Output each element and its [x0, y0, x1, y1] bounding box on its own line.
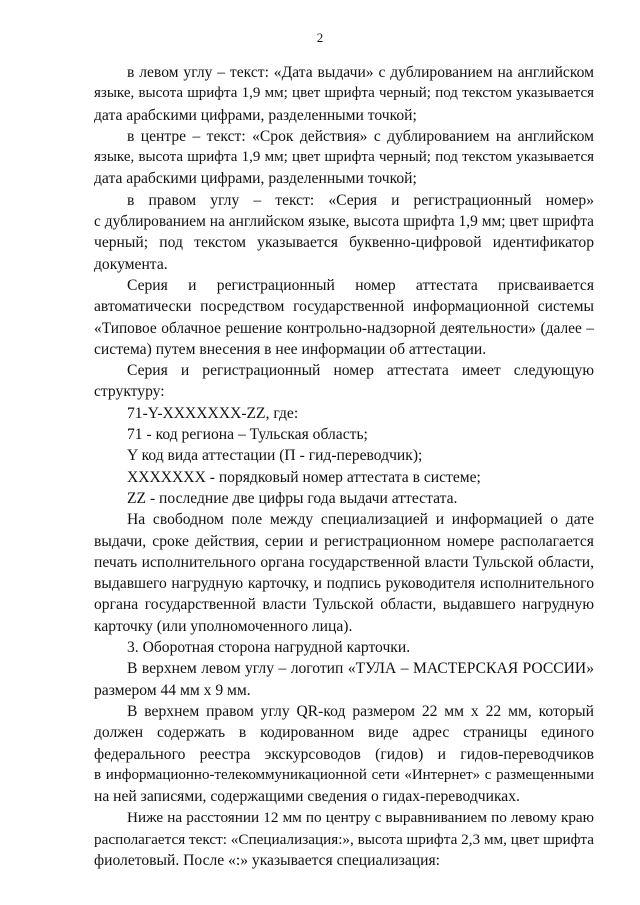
- text-line: черный; под текстом указывается буквенно-цифровой идентификатор: [94, 234, 594, 252]
- text-line: 71 - код региона – Тульская область;: [127, 426, 368, 444]
- text-line: выдачи, сроке действия, серии и регистрационном номере располагается: [94, 532, 594, 550]
- text-line: Серия и регистрационный номер аттестата присваивается: [127, 276, 594, 294]
- text-line: в информационно-телекоммуникационной сети «Интернет» с размещенными: [94, 766, 594, 783]
- text-line: документа.: [94, 255, 168, 273]
- text-line: На свободном поле между специализацией и информацией о дате: [127, 511, 594, 529]
- text-line: должен содержать в кодированном виде адрес страницы единого: [94, 724, 594, 742]
- text-line: в левом углу – текст: «Дата выдачи» с дублированием на английском: [127, 64, 594, 81]
- text-line: дата арабскими цифрами, разделенными точкой;: [94, 106, 417, 124]
- text-line: 71-Y-XXXXXXX-ZZ, где:: [127, 404, 299, 422]
- text-line: фиолетовый. После «:» указывается специализация:: [94, 851, 440, 869]
- text-line: дата арабскими цифрами, разделенными точкой;: [94, 170, 417, 188]
- text-line: ZZ - последние две цифры года выдачи аттестата.: [127, 489, 458, 507]
- document-body: [94, 62, 594, 871]
- text-line: Серия и регистрационный номер аттестата имеет следующую: [127, 362, 594, 380]
- text-line: XXXXXXX - порядковый номер аттестата в системе;: [127, 468, 481, 486]
- text-line: выдавшего нагрудную карточку, и подпись руководителя исполнительного: [94, 575, 594, 593]
- text-line: размером 44 мм х 9 мм.: [94, 681, 251, 699]
- text-line: Ниже на расстоянии 12 мм по центру с выравниванием по левому краю: [127, 809, 594, 827]
- text-line: 3. Оборотная сторона нагрудной карточки.: [127, 639, 411, 657]
- text-line: на ней записями, содержащими сведения о гидах-переводчиках.: [94, 788, 520, 806]
- text-line: печать исполнительного органа государственной власти Тульской области,: [94, 553, 594, 571]
- text-line: автоматически посредством государственной информационной системы: [94, 298, 594, 316]
- text-line: языке, высота шрифта 1,9 мм; цвет шрифта черный; под текстом указывается: [94, 149, 594, 166]
- text-line: языке, высота шрифта 1,9 мм; цвет шрифта черный; под текстом указывается: [94, 85, 594, 102]
- text-line: Y код вида аттестации (П - гид-переводчик);: [127, 447, 423, 465]
- text-line: В верхнем левом углу – логотип «ТУЛА – МАСТЕРСКАЯ РОССИИ»: [127, 660, 594, 678]
- text-line: располагается текст: «Специализация:», высота шрифта 2,3 мм, цвет шрифта: [94, 830, 594, 848]
- text-line: система) путем внесения в нее информации об аттестации.: [94, 340, 487, 358]
- text-line: в правом углу – текст: «Серия и регистрационный номер»: [127, 191, 594, 209]
- text-line: органа государственной власти Тульской области, выдавшего нагрудную: [94, 596, 594, 614]
- text-line: «Типовое облачное решение контрольно-надзорной деятельности» (далее –: [94, 319, 594, 337]
- text-line: с дублированием на английском языке, высота шрифта 1,9 мм; цвет шрифта: [94, 213, 594, 231]
- page-number: 2: [316, 30, 324, 45]
- text-line: федерального реестра экскурсоводов (гидов) и гидов-переводчиков: [94, 745, 594, 763]
- text-line: в центре – текст: «Срок действия» с дублированием на английском: [127, 127, 594, 145]
- text-line: карточку (или уполномоченного лица).: [94, 617, 353, 635]
- text-line: В верхнем правом углу QR-код размером 22 мм х 22 мм, который: [127, 702, 594, 720]
- text-line: структуру:: [94, 383, 165, 401]
